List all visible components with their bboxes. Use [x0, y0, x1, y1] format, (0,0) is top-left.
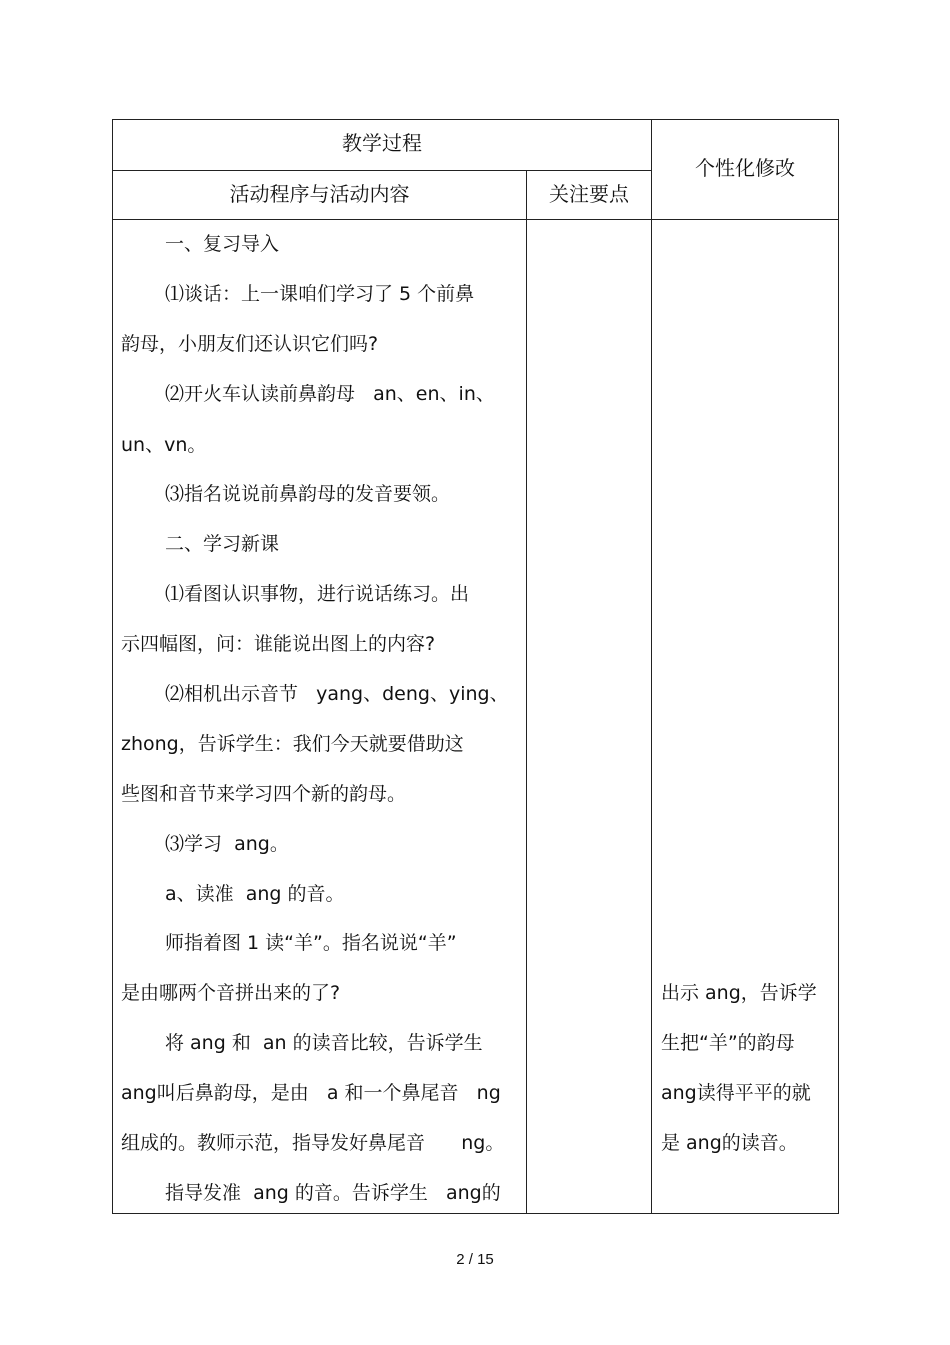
- activity-line: 些图和音节来学习四个新的韵母。: [121, 783, 407, 805]
- table-rule-header-bottom: [112, 219, 839, 220]
- header-personal-revision: 个性化修改: [695, 156, 795, 180]
- activity-line: ⑶指名说说前鼻韵母的发音要领。: [165, 483, 451, 505]
- revise-line: 出示 ang，告诉学: [661, 982, 817, 1004]
- table-border-bottom: [112, 1213, 839, 1214]
- activity-line: ⑴谈话：上一课咱们学习了 5 个前鼻: [165, 283, 475, 305]
- activity-line: 组成的。教师示范，指导发好鼻尾音 ng。: [121, 1132, 505, 1154]
- activity-line: 二、学习新课: [165, 533, 280, 555]
- activity-line: 师指着图 1 读“羊”。指名说说“羊”: [165, 932, 457, 954]
- activity-line: 韵母，小朋友们还认识它们吗?: [121, 333, 379, 355]
- table-border-left: [112, 119, 113, 1214]
- activity-line: zhong，告诉学生：我们今天就要借助这: [121, 733, 464, 755]
- activity-line: un、vn。: [121, 434, 207, 456]
- activity-line: 是由哪两个音拼出来的了?: [121, 982, 341, 1004]
- revise-line: 生把“羊”的韵母: [661, 1032, 795, 1054]
- table-rule-focus-revise: [651, 119, 652, 1214]
- table-rule-activity-focus: [526, 170, 527, 1214]
- header-activity-content: 活动程序与活动内容: [229, 182, 410, 206]
- activity-line: a、读准 ang 的音。: [165, 883, 345, 905]
- activity-line: ang叫后鼻韵母，是由 a 和一个鼻尾音 ng: [121, 1082, 501, 1104]
- activity-line: 一、复习导入: [165, 233, 280, 255]
- activity-line: ⑵相机出示音节 yang、deng、ying、: [165, 683, 509, 705]
- revise-line: ang读得平平的就: [661, 1082, 811, 1104]
- revise-line: 是 ang的读音。: [661, 1132, 798, 1154]
- table-border-top: [112, 119, 839, 120]
- activity-line: ⑵开火车认读前鼻韵母 an、en、in、: [165, 383, 495, 405]
- page-number: 2 / 15: [456, 1251, 494, 1268]
- header-teaching-process: 教学过程: [342, 131, 422, 155]
- activity-line: ⑴看图认识事物，进行说话练习。出: [165, 583, 470, 605]
- table-border-right: [838, 119, 839, 1214]
- activity-line: 指导发准 ang 的音。告诉学生 ang的: [165, 1182, 501, 1204]
- activity-line: 示四幅图，问：谁能说出图上的内容?: [121, 633, 436, 655]
- header-focus-points: 关注要点: [549, 182, 629, 206]
- activity-line: 将 ang 和 an 的读音比较，告诉学生: [165, 1032, 483, 1054]
- activity-line: ⑶学习 ang。: [165, 833, 289, 855]
- table-rule-header-split: [112, 170, 651, 171]
